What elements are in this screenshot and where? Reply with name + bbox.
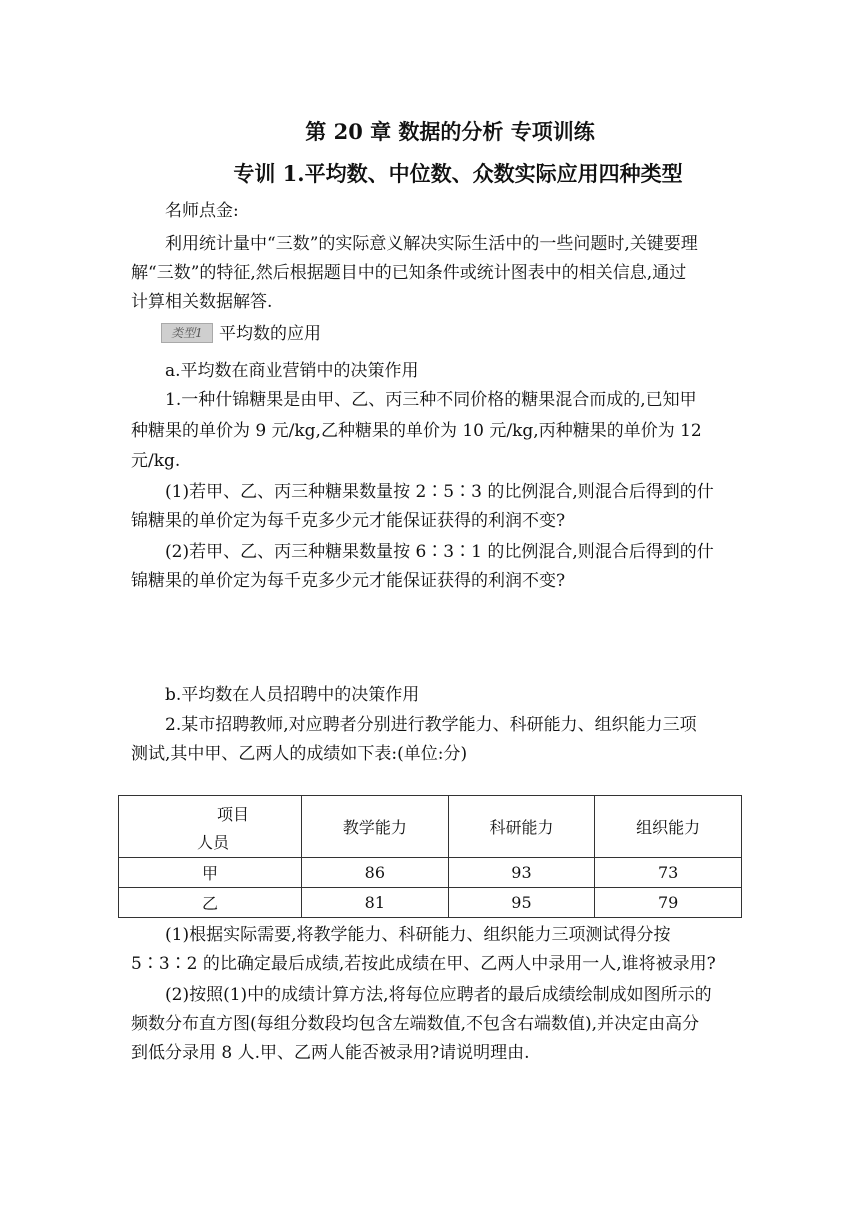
- section-title: 专训 1.平均数、中位数、众数实际应用四种类型: [233, 161, 683, 186]
- section-b-heading: b.平均数在人员招聘中的决策作用: [165, 685, 420, 705]
- tips-line: 计算相关数据解答.: [131, 292, 273, 312]
- section-a-heading: a.平均数在商业营销中的决策作用: [165, 361, 419, 381]
- corner-label-person: 人员: [197, 833, 230, 852]
- table-cell: 86: [302, 858, 449, 888]
- question-2-line: 测试,其中甲、乙两人的成绩如下表:(单位:分): [131, 744, 468, 764]
- tips-line: 利用统计量中“三数”的实际意义解决实际生活中的一些问题时,关键要理: [165, 234, 698, 254]
- question-1-line: 元/kg.: [131, 451, 181, 471]
- table-header-cell: 科研能力: [448, 796, 595, 858]
- table-corner-cell: [119, 796, 302, 858]
- table-cell: 73: [595, 858, 742, 888]
- question-1-line: 种糖果的单价为 9 元/kg,乙种糖果的单价为 10 元/kg,丙种糖果的单价为 12: [131, 421, 702, 441]
- question-1-part-1: 锦糖果的单价定为每千克多少元才能保证获得的利润不变?: [131, 511, 566, 531]
- table-row-name: 乙: [119, 888, 302, 918]
- table-header-cell: 组织能力: [595, 796, 742, 858]
- question-2-part-1: (1)根据实际需要,将教学能力、科研能力、组织能力三项测试得分按: [165, 925, 671, 945]
- score-table: [118, 795, 742, 918]
- tips-label: 名师点金:: [165, 201, 239, 221]
- question-2-part-2: 频数分布直方图(每组分数段均包含左端数值,不包含右端数值),并决定由高分: [131, 1014, 700, 1034]
- table-header-row: [119, 796, 742, 858]
- question-2-line: 2.某市招聘教师,对应聘者分别进行教学能力、科研能力、组织能力三项: [165, 715, 697, 735]
- type-badge: 类型1: [161, 323, 213, 343]
- type-label: 平均数的应用: [219, 324, 321, 344]
- table-header-cell: 教学能力: [302, 796, 449, 858]
- table-row: [119, 888, 742, 918]
- chapter-title: 第 20 章 数据的分析 专项训练: [305, 119, 595, 144]
- table-cell: 79: [595, 888, 742, 918]
- table-cell: 93: [448, 858, 595, 888]
- question-2-part-2: 到低分录用 8 人.甲、乙两人能否被录用?请说明理由.: [131, 1043, 530, 1063]
- table-cell: 81: [302, 888, 449, 918]
- table-cell: 95: [448, 888, 595, 918]
- corner-label-item: 项目: [217, 805, 250, 824]
- question-1-part-2: (2)若甲、乙、丙三种糖果数量按 6∶3∶1 的比例混合,则混合后得到的什: [165, 542, 714, 562]
- question-1-part-1: (1)若甲、乙、丙三种糖果数量按 2∶5∶3 的比例混合,则混合后得到的什: [165, 482, 714, 502]
- table-row-name: 甲: [119, 858, 302, 888]
- tips-line: 解“三数”的特征,然后根据题目中的已知条件或统计图表中的相关信息,通过: [131, 263, 687, 283]
- question-1-line: 1.一种什锦糖果是由甲、乙、丙三种不同价格的糖果混合而成的,已知甲: [165, 390, 697, 410]
- question-1-part-2: 锦糖果的单价定为每千克多少元才能保证获得的利润不变?: [131, 571, 566, 591]
- question-2-part-1: 5∶3∶2 的比确定最后成绩,若按此成绩在甲、乙两人中录用一人,谁将被录用?: [131, 954, 716, 974]
- question-2-part-2: (2)按照(1)中的成绩计算方法,将每位应聘者的最后成绩绘制成如图所示的: [165, 985, 712, 1005]
- table-row: [119, 858, 742, 888]
